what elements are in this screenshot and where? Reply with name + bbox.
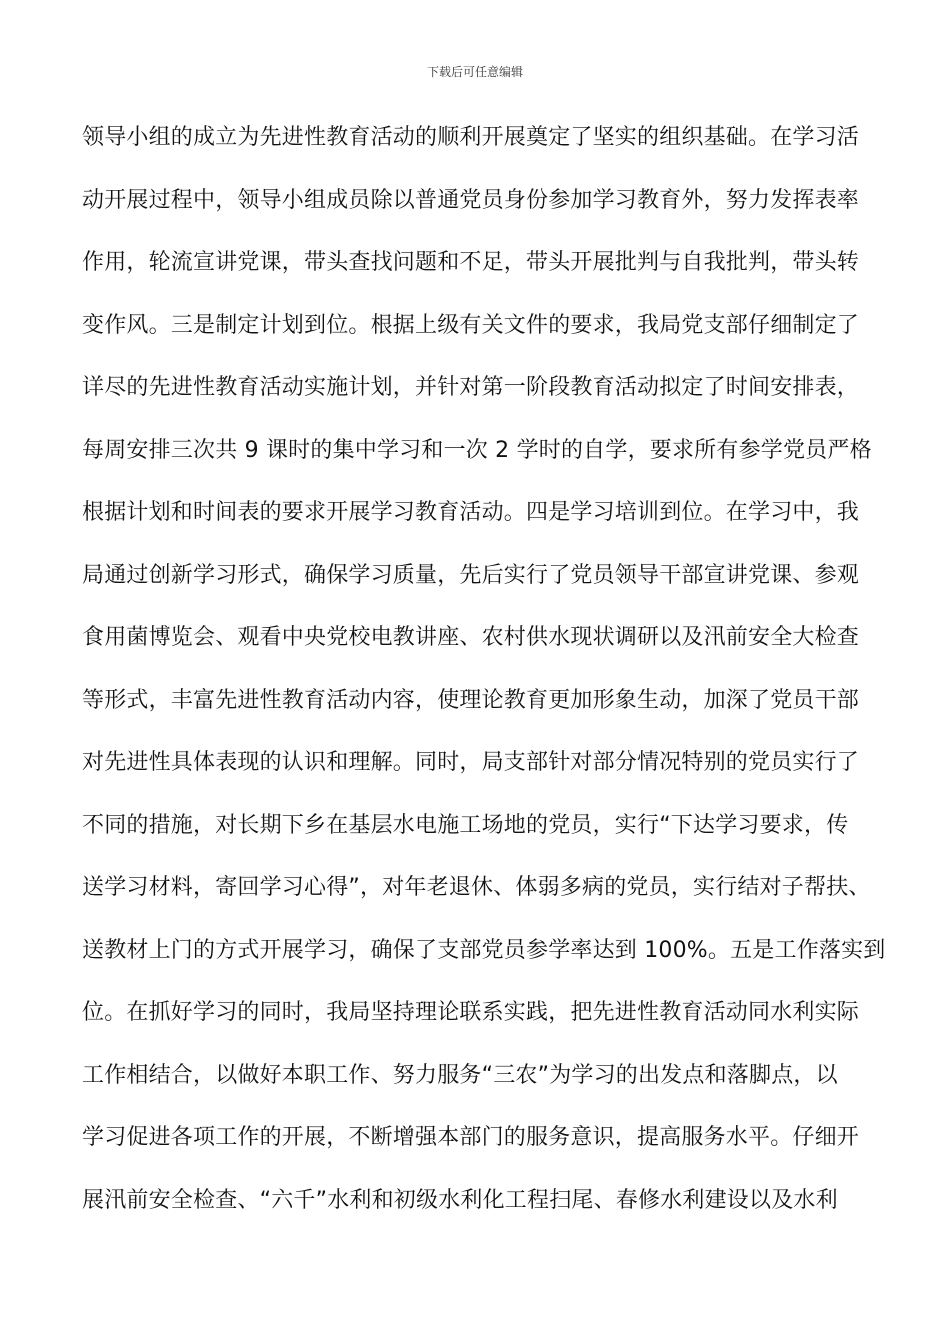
- text-line: 每周安排三次共 9 课时的集中学习和一次 2 学时的自学，要求所有参学党员严格: [82, 437, 872, 463]
- text-line: 展汛前安全检查、“六千”水利和初级水利化工程扫尾、春修水利建设以及水利: [82, 1187, 838, 1213]
- text-line: 不同的措施，对长期下乡在基层水电施工场地的党员，实行“下达学习要求，传: [82, 812, 849, 838]
- text-line: 食用菌博览会、观看中央党校电教讲座、农村供水现状调研以及汛前安全大检查: [82, 625, 860, 650]
- text-line: 领导小组的成立为先进性教育活动的顺利开展奠定了坚实的组织基础。在学习活: [82, 125, 860, 150]
- text-line: 根据计划和时间表的要求开展学习教育活动。四是学习培训到位。在学习中，我: [82, 500, 860, 525]
- text-line: 动开展过程中，领导小组成员除以普通党员身份参加学习教育外，努力发挥表率: [82, 187, 860, 213]
- header-note: 下载后可任意编辑: [426, 65, 523, 79]
- text-line: 送教材上门的方式开展学习，确保了支部党员参学率达到 100%。五是工作落实到: [82, 937, 886, 963]
- text-line: 送学习材料，寄回学习心得”，对年老退休、体弱多病的党员，实行结对子帮扶、: [82, 875, 871, 900]
- text-line: 局通过创新学习形式，确保学习质量，先后实行了党员领导干部宣讲党课、参观: [82, 562, 860, 588]
- text-line: 变作风。三是制定计划到位。根据上级有关文件的要求，我局党支部仔细制定了: [82, 312, 860, 338]
- text-line: 对先进性具体表现的认识和理解。同时，局支部针对部分情况特别的党员实行了: [82, 750, 860, 775]
- text-line: 等形式，丰富先进性教育活动内容，使理论教育更加形象生动，加深了党员干部: [82, 687, 860, 713]
- body-text: [82, 116, 886, 1241]
- text-line: 学习促进各项工作的开展，不断增强本部门的服务意识，提高服务水平。仔细开: [82, 1125, 860, 1150]
- text-line: 位。在抓好学习的同时，我局坚持理论联系实践，把先进性教育活动同水利实际: [82, 1000, 860, 1025]
- text-line: 工作相结合，以做好本职工作、努力服务“三农”为学习的出发点和落脚点，以: [82, 1062, 838, 1088]
- text-line: 详尽的先进性教育活动实施计划，并针对第一阶段教育活动拟定了时间安排表，: [82, 375, 860, 400]
- text-line: 作用，轮流宣讲党课，带头查找问题和不足，带头开展批判与自我批判，带头转: [82, 250, 860, 275]
